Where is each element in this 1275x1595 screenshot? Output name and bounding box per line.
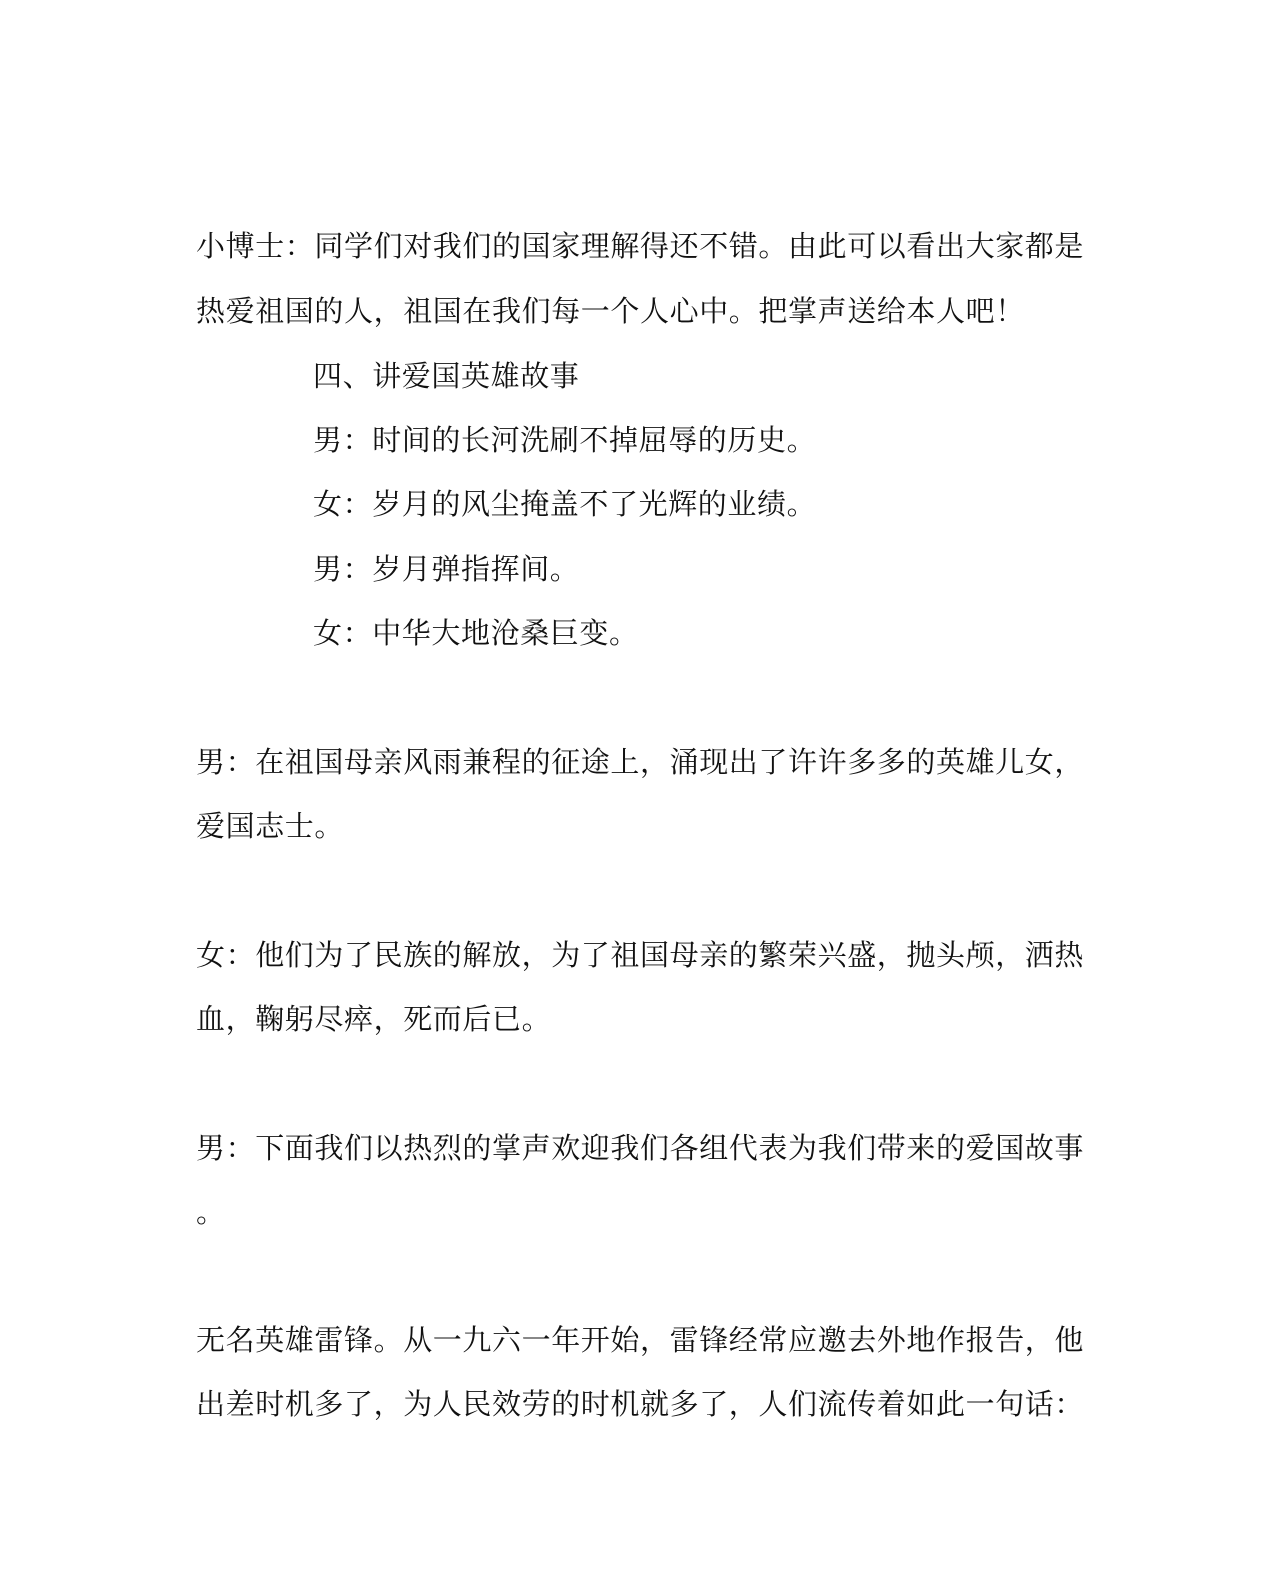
dialogue-line: 男：时间的长河洗刷不掉屈辱的历史。 [313, 423, 817, 457]
paragraph-line: 热爱祖国的人，祖国在我们每一个人心中。把掌声送给本人吧！ [196, 294, 1025, 328]
dialogue-line: 女：他们为了民族的解放，为了祖国母亲的繁荣兴盛，抛头颅，洒热 [196, 938, 1085, 972]
dialogue-line: 男：岁月弹指挥间。 [313, 552, 580, 586]
paragraph-line: 小博士：同学们对我们的国家理解得还不错。由此可以看出大家都是 [196, 229, 1085, 263]
dialogue-line: 男：下面我们以热烈的掌声欢迎我们各组代表为我们带来的爱国故事 [196, 1131, 1085, 1165]
dialogue-line: 女：中华大地沧桑巨变。 [313, 616, 639, 650]
paragraph-line: 出差时机多了，为人民效劳的时机就多了，人们流传着如此一句话： [196, 1387, 1085, 1421]
dialogue-line: 爱国志士。 [196, 809, 345, 843]
dialogue-line: 女：岁月的风尘掩盖不了光辉的业绩。 [313, 487, 817, 521]
section-heading: 四、讲爱国英雄故事 [313, 359, 580, 393]
dialogue-line: 血，鞠躬尽瘁，死而后已。 [196, 1002, 552, 1036]
dialogue-line: 男：在祖国母亲风雨兼程的征途上，涌现出了许许多多的英雄儿女， [196, 745, 1085, 779]
dialogue-line: 。 [196, 1195, 226, 1229]
paragraph-line: 无名英雄雷锋。从一九六一年开始，雷锋经常应邀去外地作报告，他 [196, 1323, 1085, 1357]
